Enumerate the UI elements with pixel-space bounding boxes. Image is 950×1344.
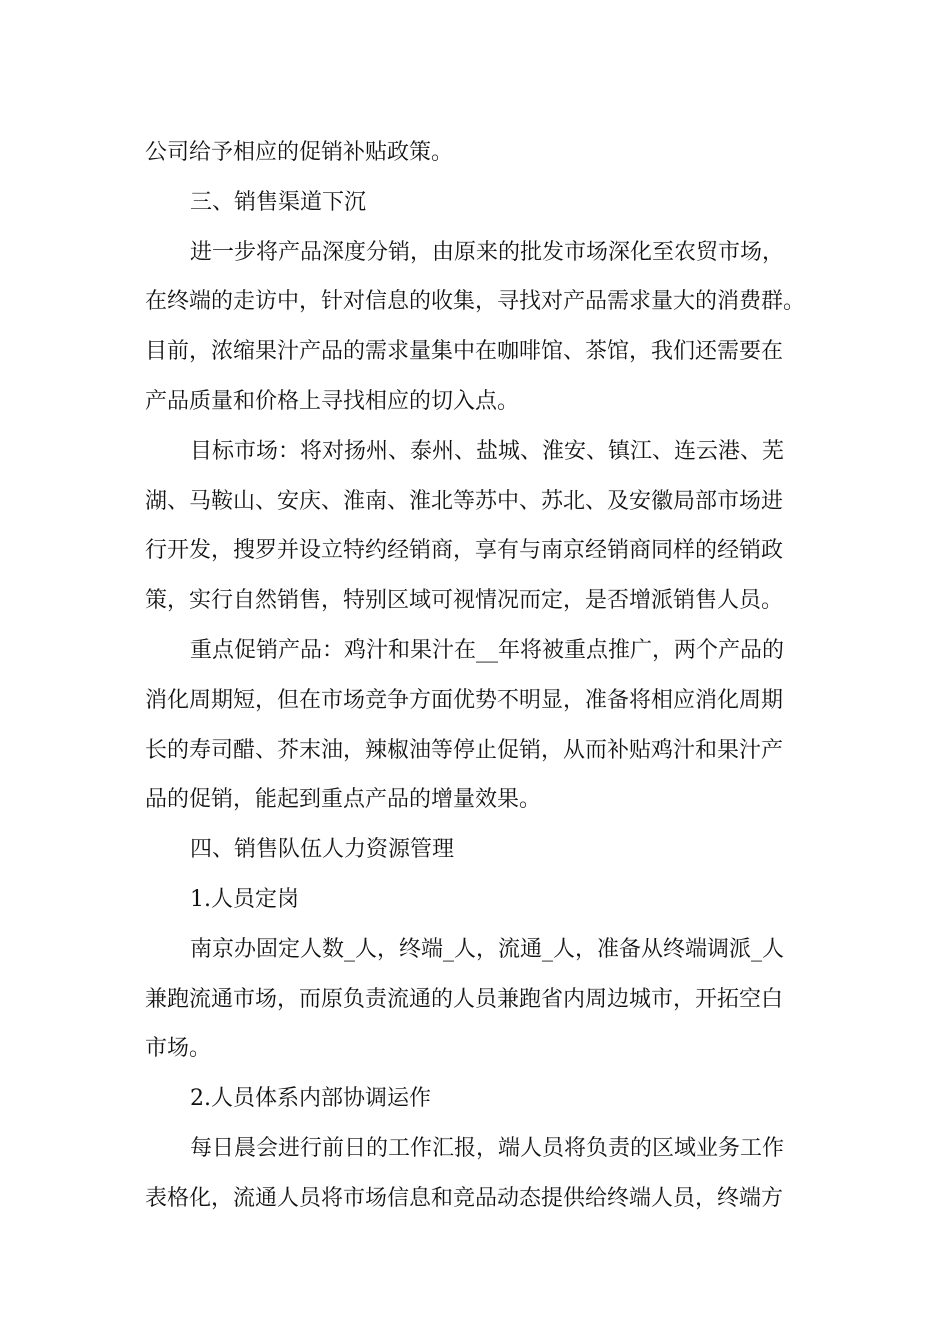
subsection-heading: 2.人员体系内部协调运作: [190, 1086, 431, 1112]
document-body: [145, 128, 825, 1224]
text-line: 湖、马鞍山、安庆、淮南、淮北等苏中、苏北、及安徽局部市场进: [145, 488, 784, 514]
text-line: 策，实行自然销售，特别区域可视情况而定，是否增派销售人员。: [145, 588, 784, 614]
text-line: 产品质量和价格上寻找相应的切入点。: [145, 388, 520, 414]
text-line: 公司给予相应的促销补贴政策。: [145, 140, 454, 165]
text-line: 在终端的走访中，针对信息的收集，寻找对产品需求量大的消费群。: [145, 289, 806, 315]
text-line: 表格化，流通人员将市场信息和竞品动态提供给终端人员，终端方: [145, 1185, 784, 1211]
text-line: 行开发，搜罗并设立特约经销商，享有与南京经销商同样的经销政: [145, 538, 784, 564]
text-line: 进一步将产品深度分销，由原来的批发市场深化至农贸市场，: [190, 239, 785, 265]
section-heading: 四、销售队伍人力资源管理: [190, 837, 455, 863]
text-line: 消化周期短，但在市场竞争方面优势不明显，准备将相应消化周期: [145, 687, 784, 713]
text-line: 重点促销产品：鸡汁和果汁在__年将被重点推广，两个产品的: [190, 637, 785, 663]
text-line: 兼跑流通市场，而原负责流通的人员兼跑省内周边城市，开拓空白: [145, 986, 784, 1012]
text-line: 目前，浓缩果汁产品的需求量集中在咖啡馆、茶馆，我们还需要在: [145, 339, 784, 365]
text-line: 南京办固定人数_人，终端_人，流通_人，准备从终端调派_人: [190, 936, 785, 962]
text-line: 每日晨会进行前日的工作汇报，端人员将负责的区域业务工作: [190, 1135, 785, 1161]
text-line: 品的促销，能起到重点产品的增量效果。: [145, 787, 542, 813]
section-heading: 三、销售渠道下沉: [190, 189, 367, 215]
text-line: 市场。: [145, 1036, 212, 1062]
text-line: 长的寿司醋、芥末油，辣椒油等停止促销，从而补贴鸡汁和果汁产: [145, 737, 784, 763]
text-line: 目标市场：将对扬州、泰州、盐城、淮安、镇江、连云港、芜: [190, 438, 785, 464]
subsection-heading: 1.人员定岗: [190, 886, 299, 912]
